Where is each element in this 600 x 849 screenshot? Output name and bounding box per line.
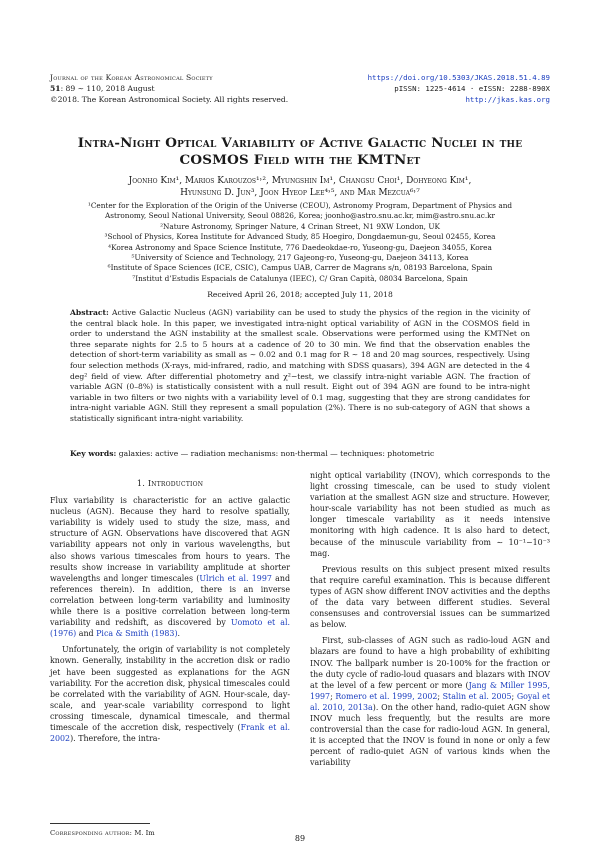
authors-line-1: Joonho Kim¹, Marios Karouzos¹˒², Myungshin Im¹, Changsu Choi¹, Dohyeong Kim¹, xyxy=(128,176,472,186)
footnote-name: M. Im xyxy=(134,829,155,837)
affiliation: Astronomy, Seoul National University, Seoul 08826, Korea; joonho@astro.snu.ac.kr, mim@astro.snu.ac.kr xyxy=(104,211,496,221)
affiliation: ⁶Institute of Space Sciences (ICE, CSIC), Campus UAB, Carrer de Magrans s/n, 08193 Barcelona, Spain xyxy=(107,263,493,273)
citation-link[interactable]: Pica & Smith (1983) xyxy=(96,629,178,639)
journal-name: Journal of the Korean Astronomical Society xyxy=(50,73,213,82)
citation-link[interactable]: Goyal et al. 2010, 2013a xyxy=(310,691,550,712)
affiliation: ¹Center for the Exploration of the Origin of the Universe (CEOU), Astronomy Program, Department of Physics and xyxy=(87,201,513,210)
footnote-label: Corresponding author: xyxy=(50,829,133,837)
affiliation: ⁵University of Science and Technology, 217 Gajeong-ro, Yuseong-gu, Daejeon 34113, Korea xyxy=(131,253,469,263)
right-column xyxy=(310,470,550,768)
abstract-label: Abstract: xyxy=(70,308,109,317)
affiliation: ⁷Institut d’Estudis Espacials de Catalunya (IEEC), C/ Gran Capità, 08034 Barcelona, Spain xyxy=(132,273,468,283)
affiliation: ³School of Physics, Korea Institute for Advanced Study, 85 Hoegiro, Dongdaemun-gu, Seoul 02455, Korea xyxy=(104,232,496,242)
abstract xyxy=(70,308,530,425)
paragraph: Unfortunately, the origin of variability is not completely known. Generally, instability in the accretion disk or radio jet have been suggested as explanations for the AGN variability. For the accretion disk, physical timescales could be correlated with the variability of AGN. Hour-scale, day-scale, and year-scale variability correspond to light crossing timescale, dynamical timescale, and thermal timescale of the accretion disk, respectively (Frank et al. 2002). Therefore, the intra- xyxy=(50,645,290,744)
copyright-text: ©2018. The Korean Astronomical Society. All rights reserved. xyxy=(50,95,289,104)
issn-text: pISSN: 1225-4614 · eISSN: 2288-890X xyxy=(394,84,550,93)
page-header xyxy=(50,72,550,112)
page-number: 89 xyxy=(294,834,306,843)
affiliation: ²Nature Astronomy, Springer Nature, 4 Crinan Street, N1 9XW London, UK xyxy=(160,221,440,231)
authors-line-2: Hyunsung D. Jun³, Joon Hyeop Lee⁴˒⁵, and Mar Mezcua⁶˒⁷ xyxy=(180,187,420,198)
title-line-1: Intra-Night Optical Variability of Active Galactic Nuclei in the xyxy=(77,135,523,151)
citation-link[interactable]: Romero et al. 1999, 2002 xyxy=(335,691,438,701)
volume-pages: : 89 ∼ 110, 2018 August xyxy=(60,84,155,93)
citation-link[interactable]: Jang & Miller 1995, 1997 xyxy=(310,680,551,701)
citation-link[interactable]: Stalin et al. 2005 xyxy=(442,691,512,701)
journal-url-link[interactable]: http://jkas.kas.org xyxy=(465,95,550,104)
volume-number: 51 xyxy=(50,84,61,93)
received-dates: Received April 26, 2018; accepted July 11, 2018 xyxy=(207,290,393,299)
doi-link[interactable]: https://doi.org/10.5303/JKAS.2018.51.4.89 xyxy=(367,73,550,82)
affiliation: ⁴Korea Astronomy and Space Science Institute, 776 Daedeokdae-ro, Yuseong-gu, Daejeon 34055, Korea xyxy=(108,242,492,252)
volume-info xyxy=(50,83,288,94)
section-heading: 1. Introduction xyxy=(136,478,204,488)
paragraph: Previous results on this subject present mixed results that require careful examination. This is because different types of AGN show different INOV activities and the depths of the data vary between different studies. Several consensuses and controversial issues can be summarized as below. xyxy=(310,564,550,630)
citation-link[interactable]: Ulrich et al. 1997 xyxy=(199,573,272,583)
paragraph: First, sub-classes of AGN such as radio-loud AGN and blazars are found to have a high probability of exhibiting INOV. The ballpark number is 20-100% for the fraction or the duty cycle of radio-loud quasars and blazars with INOV at the level of a few percent or more (Jang & Miller 1995, 1997; Romero et al. 1999, 2002; Stalin et al. 2005; Goyal et al. 2010, 2013a). On the other hand, radio-quiet AGN show INOV much less frequently, but the results are more controversial than the case for radio-loud AGN. In general, it is accepted that the INOV is found in none or only a few percent of radio-quiet AGN of various kinds when the variability xyxy=(310,636,551,768)
title-line-2: COSMOS Field with the KMTNet xyxy=(179,152,421,168)
keywords-text: galaxies: active — radiation mechanisms: non-thermal — techniques: photometric xyxy=(118,449,435,458)
affiliation-list xyxy=(50,201,550,284)
keywords-label: Key words: xyxy=(70,449,117,458)
footnote-rule xyxy=(50,823,150,824)
paragraph: Flux variability is characteristic for an active galactic nucleus (AGN). Because they hard to resolve spatially, variability is widely used to study the size, mass, and structure of AGN. Observations have discovered that AGN variability appears not only in various wavelengths, but also shows various timescales from hours to years. The results show increase in variability amplitude at shorter wavelengths and longer timescales (Ulrich et al. 1997 and references therein). In addition, there is an inverse correlation between long-term variability and luminosity while there is a positive correlation between long-term variability and redshift, as discovered by Uomoto et al. (1976) and Pica & Smith (1983). xyxy=(50,496,290,639)
journal-info xyxy=(50,72,288,105)
keywords xyxy=(70,449,530,458)
abstract-text: Active Galactic Nucleus (AGN) variability can be used to study the physics of the region in the vicinity of the central black hole. In this paper, we investigated intra-night optical variability of AGN in the COSMOS field in order to understand the AGN instability at the smallest scale. Observations were performed using the KMTNet on three separate nights for 2.5 to 5 hours at a cadence of 20 to 30 min. We find that the observation enables the detection of short-term variability as small as ∼ 0.02 and 0.1 mag for R ∼ 18 and 20 mag sources, respectively. Using four selection methods (X-rays, mid-infrared, radio, and matching with SDSS quasars), 394 AGN are detected in the 4 deg² field of view. After differential photometry and χ²−test, we classify intra-night variable AGN. The fraction of variable AGN (0–8%) is statistically consistent with a null result. Eight out of 394 AGN are found to be intra-night variable in two filters or two nights with a variability level of 0.1 mag, suggesting that they are strong candidates for intra-night variable AGN. Still they represent a small population (2%). There is no sub-category of AGN that shows a statistically significant intra-night variability. xyxy=(70,308,530,423)
citation-link[interactable]: Frank et al. 2002 xyxy=(50,722,290,744)
citation-link[interactable]: Uomoto et al. (1976) xyxy=(50,618,290,639)
paragraph: night optical variability (INOV), which corresponds to the light crossing timescale, can be used to study violent variation at the smallest AGN size and structure. However, hour-scale variability has not been studied as much as longer timescale variability as it needs intensive monitoring with high cadence. It is also hard to detect, because of the minuscule variability from ∼ 10⁻¹−10⁻³ mag. xyxy=(310,471,550,558)
journal-identifiers xyxy=(368,72,550,105)
author-list xyxy=(50,176,550,200)
left-column xyxy=(50,478,290,744)
paper-title xyxy=(40,135,560,169)
